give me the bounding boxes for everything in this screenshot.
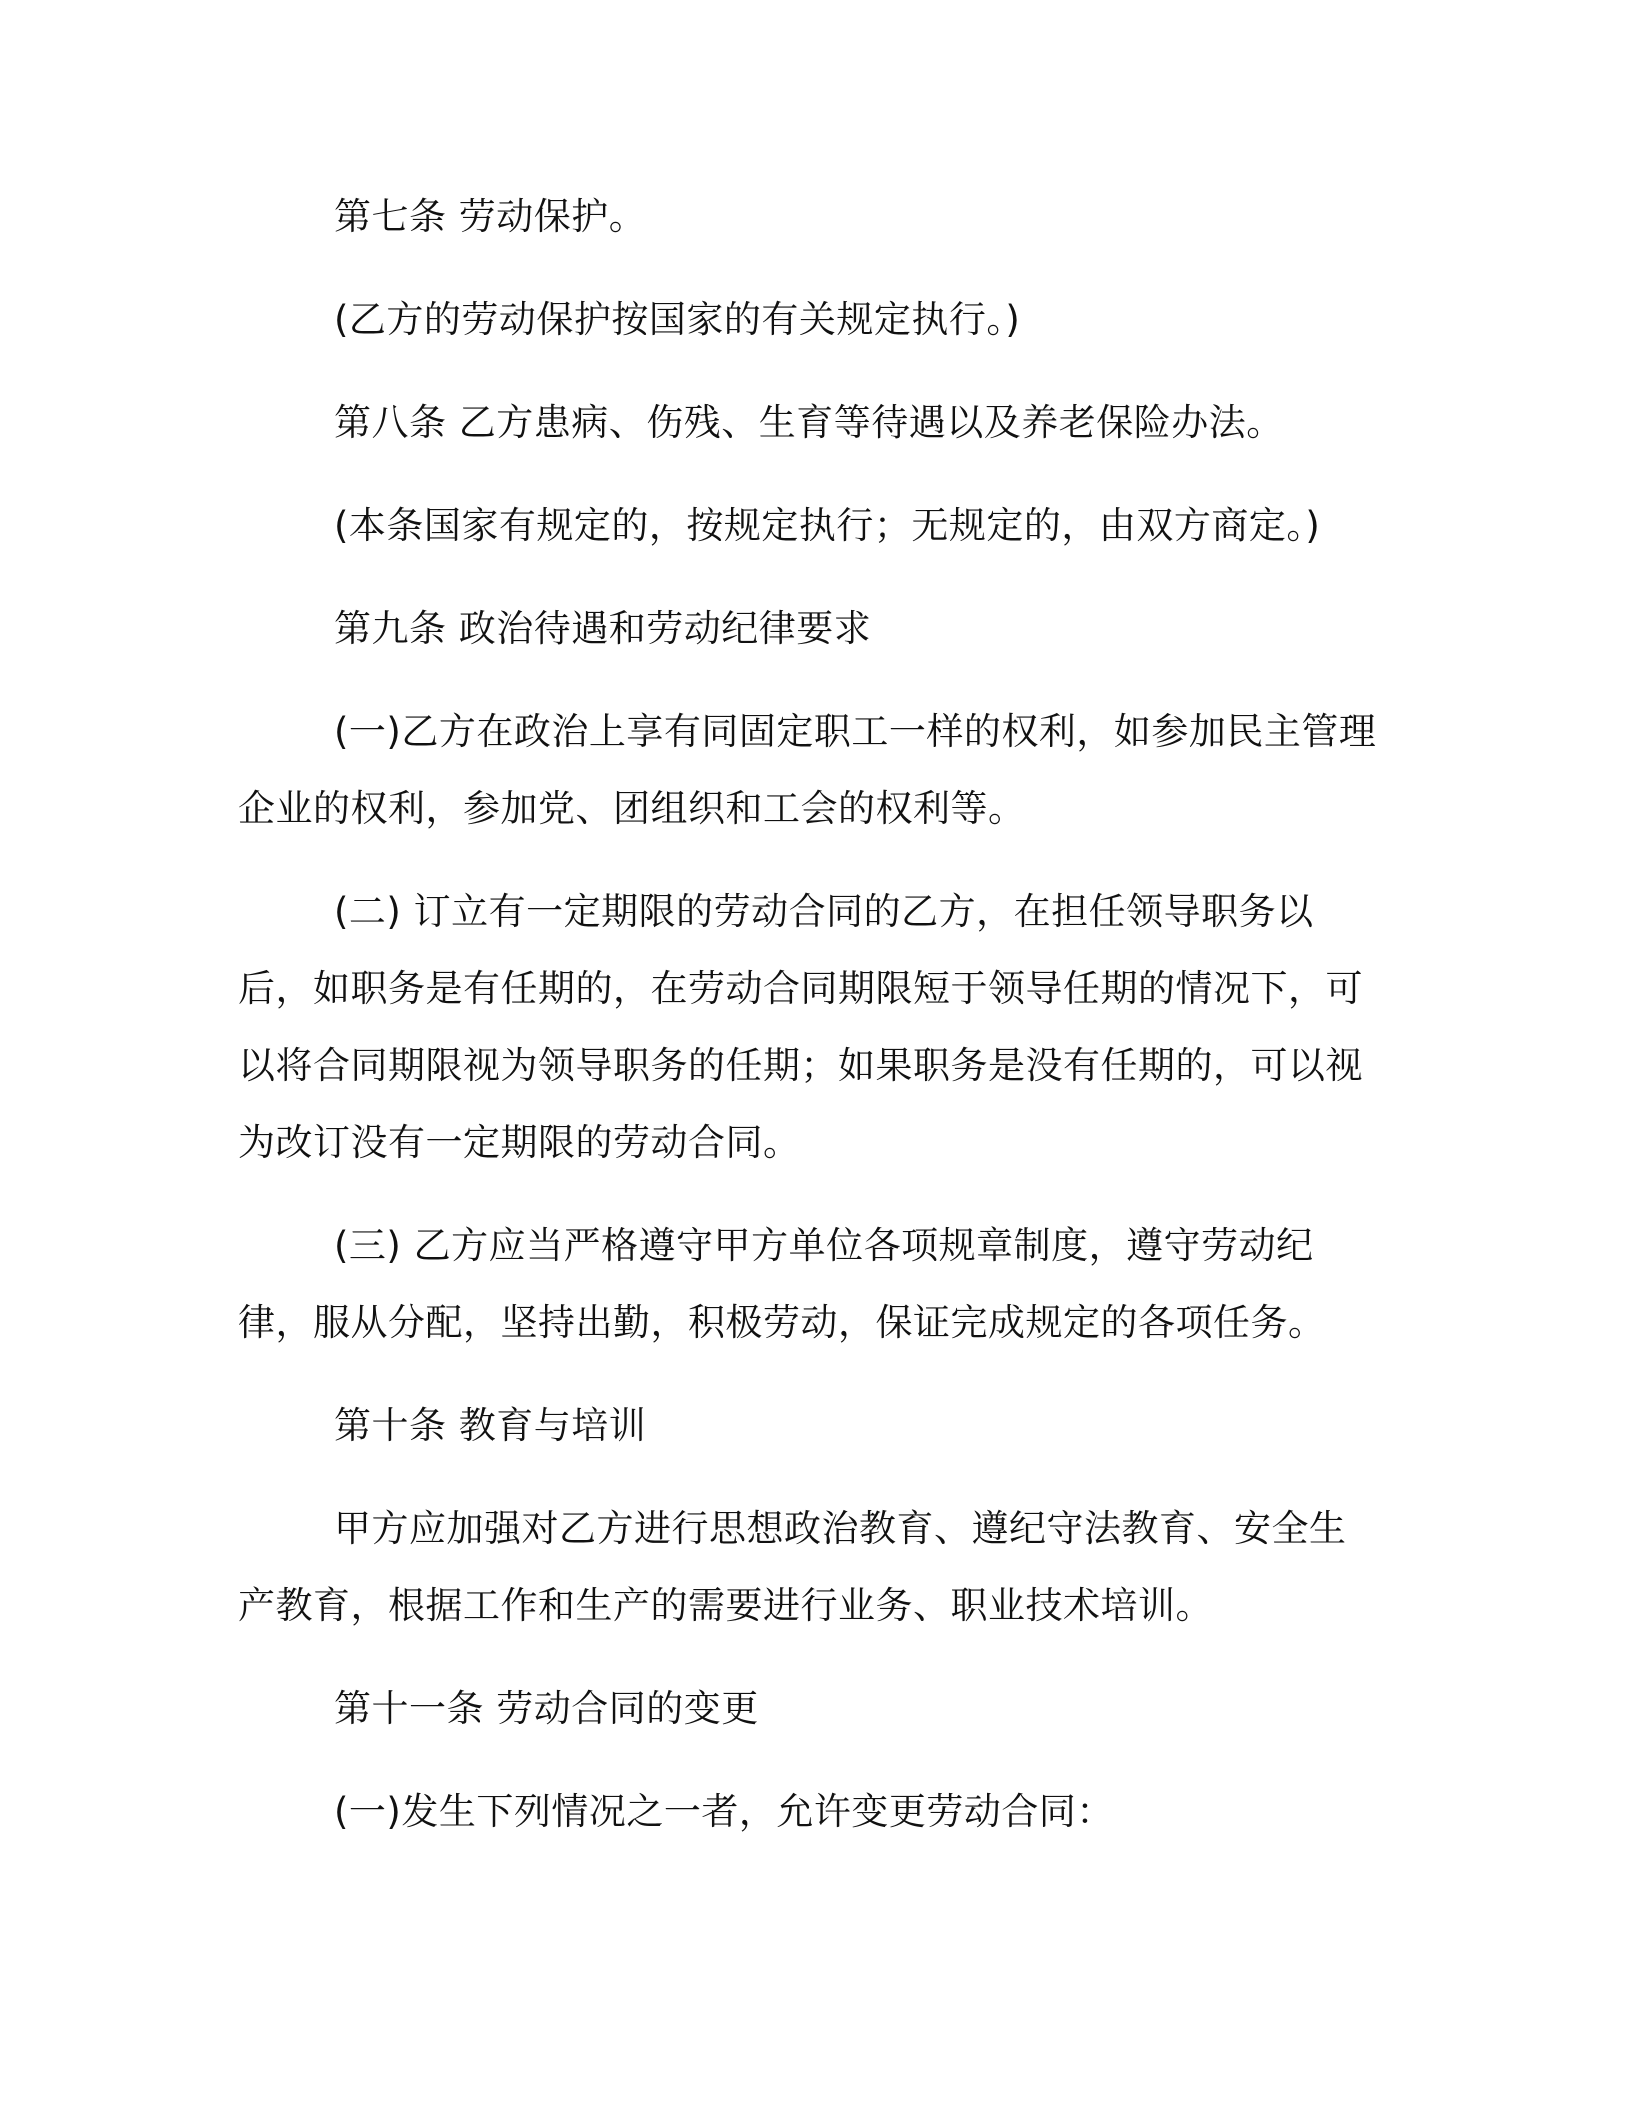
document-body: [238, 178, 1378, 1876]
article-9-clause-3: (三) 乙方应当严格遵守甲方单位各项规章制度，遵守劳动纪律，服从分配，坚持出勤，积极劳动，保证完成规定的各项任务。: [238, 1224, 1326, 1344]
article-8-text: (本条国家有规定的，按规定执行；无规定的，由双方商定。): [334, 504, 1321, 547]
article-10-heading: 第十条 教育与培训: [334, 1404, 647, 1447]
article-9-clause-1: (一)乙方在政治上享有同固定职工一样的权利，如参加民主管理企业的权利，参加党、团组织和工会的权利等。: [238, 710, 1377, 830]
article-8-heading: 第八条 乙方患病、伤残、生育等待遇以及养老保险办法。: [334, 401, 1284, 444]
article-11-heading: 第十一条 劳动合同的变更: [334, 1687, 759, 1730]
article-7-heading: 第七条 劳动保护。: [334, 195, 647, 238]
article-7-text: (乙方的劳动保护按国家的有关规定执行。): [334, 298, 1021, 341]
article-9-clause-2: (二) 订立有一定期限的劳动合同的乙方，在担任领导职务以后，如职务是有任期的，在劳动合同期限短于领导任期的情况下，可以将合同期限视为领导职务的任期；如果职务是没有任期的，可以视为改订没有一定期限的劳动合同。: [238, 890, 1363, 1164]
article-9-heading: 第九条 政治待遇和劳动纪律要求: [334, 607, 872, 650]
article-10-text: 甲方应加强对乙方进行思想政治教育、遵纪守法教育、安全生产教育，根据工作和生产的需要进行业务、职业技术培训。: [238, 1507, 1347, 1627]
article-11-clause-1: (一)发生下列情况之一者，允许变更劳动合同：: [334, 1790, 1114, 1833]
